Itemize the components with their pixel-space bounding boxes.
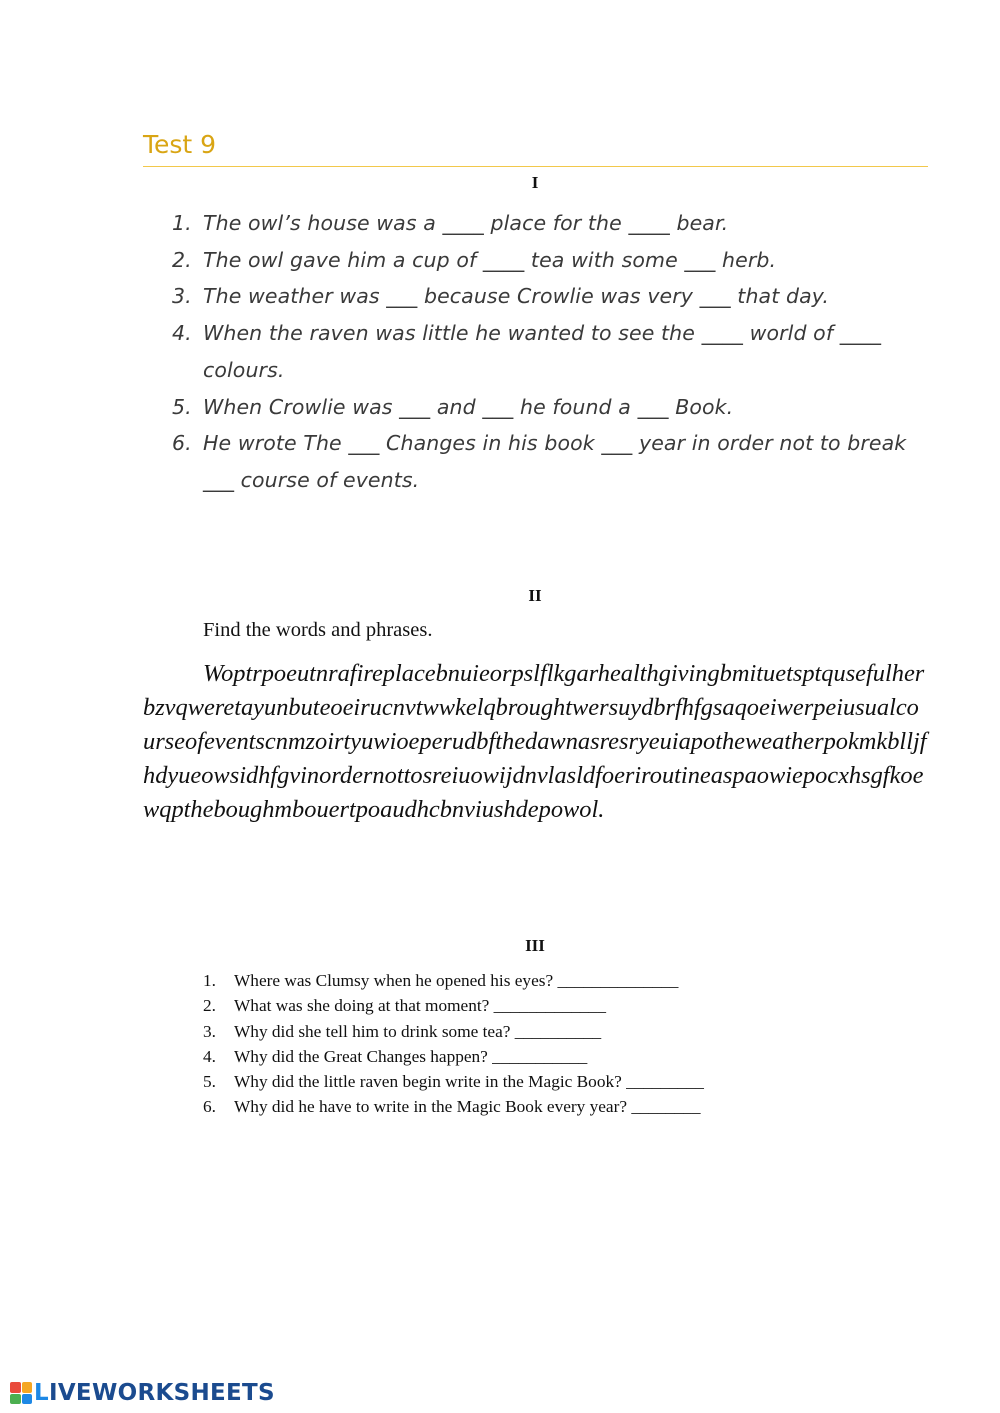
question-number: 3. bbox=[203, 1021, 216, 1041]
question-item bbox=[203, 1069, 903, 1094]
item-text: He wrote The ___ Changes in his book ___ year in order not to break ___ course of events. bbox=[203, 431, 907, 492]
question-text: Why did he have to write in the Magic Book every year? ________ bbox=[234, 1097, 701, 1117]
word-search-text: Woptrpoeutnrafireplacebnuieorpslflkgarhealthgivingbmituetsptqusefulherbzvqweretayunbuteoeirucnvtwwkelqbroughtwersuydbrfhfgsaqoeiwerpeiusualcourseofeventscnmzoirtyuwioeperudbfthedawnasresryeuiapotheweatherpokmkblljfhdyueowsidhfgvinordernottosreiuowijdnvlasldfoeriroutineaspaowiepocxhsgfkoewqptheboughmbouertpoaudhcbnviushdepowol. bbox=[143, 660, 927, 823]
item-number: 4. bbox=[172, 321, 192, 346]
item-text: The owl gave him a cup of ____ tea with some ___ herb. bbox=[203, 247, 777, 272]
fill-in-list bbox=[172, 205, 932, 499]
item-text: When Crowlie was ___ and ___ he found a ___ Book. bbox=[203, 394, 734, 419]
question-item bbox=[203, 1094, 903, 1119]
question-number: 6. bbox=[203, 1097, 216, 1117]
list-item bbox=[172, 425, 932, 498]
liveworksheets-brand[interactable] bbox=[10, 1380, 275, 1406]
item-number: 5. bbox=[172, 394, 192, 419]
item-text: The weather was ___ because Crowlie was very ___ that day. bbox=[203, 284, 829, 309]
question-item bbox=[203, 968, 903, 993]
list-item bbox=[172, 389, 932, 426]
question-text: Why did the Great Changes happen? ___________ bbox=[234, 1046, 588, 1066]
title-divider bbox=[143, 166, 928, 167]
item-number: 2. bbox=[172, 247, 192, 272]
list-item bbox=[172, 242, 932, 279]
section-1-heading: I bbox=[531, 173, 539, 192]
question-number: 5. bbox=[203, 1072, 216, 1092]
question-text: What was she doing at that moment? _____________ bbox=[234, 996, 606, 1016]
page-title: Test 9 bbox=[143, 130, 217, 159]
question-number: 2. bbox=[203, 996, 216, 1016]
section-2-heading: II bbox=[528, 586, 542, 605]
question-item bbox=[203, 1044, 903, 1069]
instruction-text: Find the words and phrases. bbox=[203, 619, 433, 641]
question-number: 1. bbox=[203, 971, 216, 990]
item-number: 3. bbox=[172, 284, 192, 309]
liveworksheets-logo-icon bbox=[10, 1382, 32, 1404]
question-text: Why did she tell him to drink some tea? __________ bbox=[234, 1021, 602, 1041]
question-number: 4. bbox=[203, 1046, 216, 1066]
question-text: Where was Clumsy when he opened his eyes? ______________ bbox=[234, 971, 679, 990]
brand-initial: L bbox=[34, 1380, 49, 1406]
question-item bbox=[203, 993, 903, 1018]
question-list bbox=[203, 968, 903, 1120]
brand-name: IVEWORKSHEETS bbox=[48, 1380, 275, 1406]
item-text: When the raven was little he wanted to see the ____ world of ____ colours. bbox=[203, 321, 882, 382]
item-number: 1. bbox=[172, 211, 192, 235]
section-3-heading: III bbox=[525, 936, 545, 955]
question-item bbox=[203, 1019, 903, 1044]
item-text: The owl’s house was a ____ place for the ____ bear. bbox=[203, 211, 729, 235]
list-item bbox=[172, 205, 932, 242]
list-item bbox=[172, 315, 932, 388]
question-text: Why did the little raven begin write in the Magic Book? _________ bbox=[234, 1072, 704, 1092]
list-item bbox=[172, 278, 932, 315]
item-number: 6. bbox=[172, 431, 192, 456]
